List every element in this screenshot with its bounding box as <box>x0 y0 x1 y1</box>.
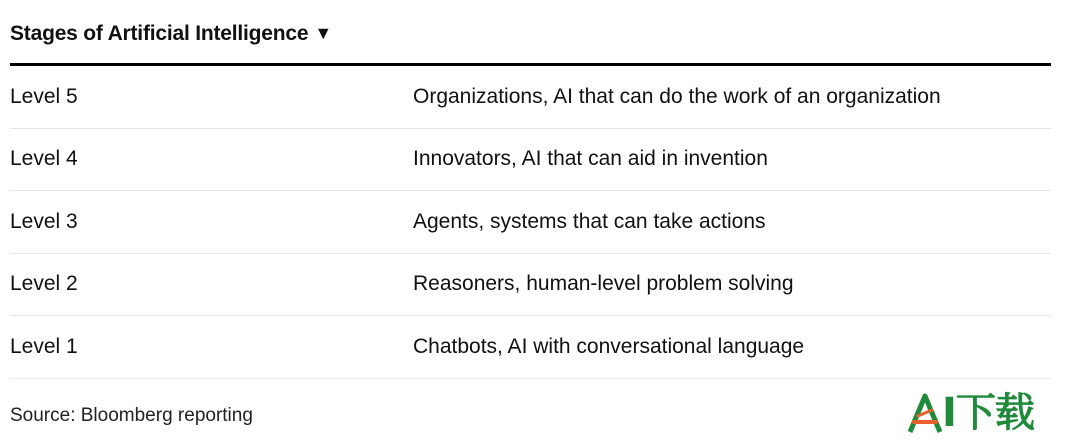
table-header <box>10 0 1051 66</box>
sort-down-icon: ▼ <box>314 22 332 43</box>
table-title: Stages of Artificial Intelligence <box>10 21 309 45</box>
table-title-sort-button[interactable] <box>10 22 332 46</box>
table-row <box>10 66 1051 129</box>
description-cell: Reasoners, human-level problem solving <box>413 272 794 296</box>
watermark-text: I下载 <box>942 390 1034 436</box>
watermark-logo <box>908 390 1048 436</box>
description-cell: Agents, systems that can take actions <box>413 209 766 233</box>
level-cell: Level 4 <box>10 147 78 171</box>
level-cell: Level 1 <box>10 334 78 358</box>
description-cell: Innovators, AI that can aid in invention <box>413 147 768 171</box>
level-cell: Level 2 <box>10 272 78 296</box>
stages-table <box>10 0 1051 379</box>
description-cell: Organizations, AI that can do the work of an organization <box>413 84 941 108</box>
table-row <box>10 191 1051 254</box>
table-row <box>10 129 1051 192</box>
description-cell: Chatbots, AI with conversational language <box>413 334 805 358</box>
level-cell: Level 5 <box>10 84 78 108</box>
table-row <box>10 316 1051 379</box>
source-note: Source: Bloomberg reporting <box>10 405 253 426</box>
ai-logo-icon <box>908 392 942 434</box>
table-row <box>10 254 1051 317</box>
level-cell: Level 3 <box>10 209 78 233</box>
